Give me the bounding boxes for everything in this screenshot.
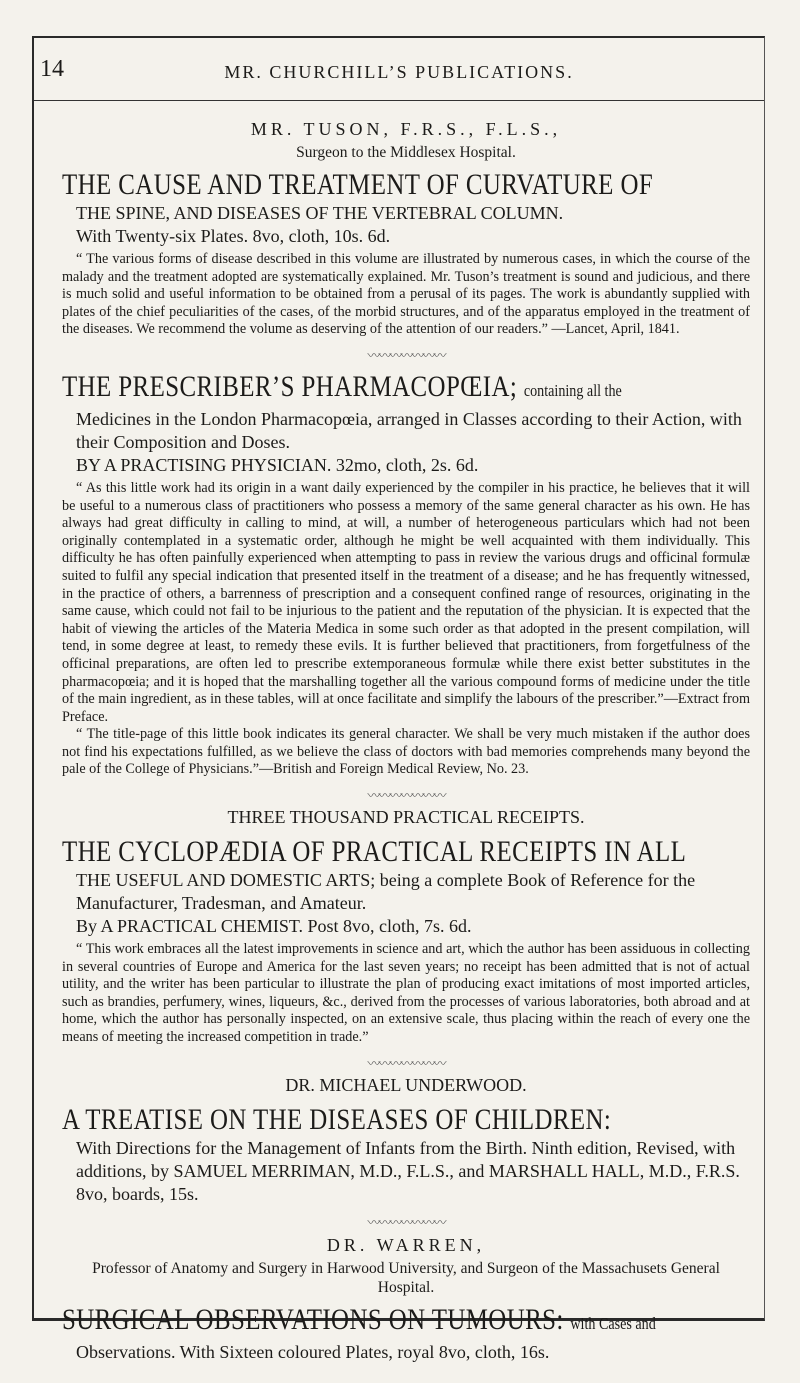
entry-title-continuation: containing all the xyxy=(523,380,622,400)
ornamental-divider: 〰〰〰〰〰〰〰 xyxy=(367,1214,445,1230)
entry-title xyxy=(62,370,633,408)
review-paragraph: “ The various forms of disease described in this volume are illustrated by numerous cases, in which the course of the malady and the treatment adopted are systematically explained. Mr. Tuson’s treatment is sound and judicious, and there is much solid and useful information to be obtained from a perusal of its pages. The work is abundantly supplied with plates of the chief peculiarities of the cases, of the morbid structures, and of the apparatus employed in the treatment of the diseases. We recommend the volume as deserving of the attention of our readers.” —Lancet, April, 1841. xyxy=(62,251,750,338)
entry-tuson xyxy=(62,119,750,339)
page-frame xyxy=(32,36,765,1362)
entry-affiliation: Surgeon to the Middlesex Hospital. xyxy=(296,144,516,161)
entry-subtitle: Medicines in the London Pharmacopœia, arranged in Classes according to their Action, with their Composition and Doses. xyxy=(76,408,742,452)
entry-affiliation: Professor of Anatomy and Surgery in Harwood University, and Surgeon of the Massachusets General Hospital. xyxy=(92,1259,720,1296)
entry-title: A TREATISE ON THE DISEASES OF CHILDREN: xyxy=(62,1102,612,1136)
entry-review xyxy=(62,480,750,779)
entry-title-main: THE PRESCRIBER’S PHARMACOPŒIA; xyxy=(62,369,518,403)
ornamental-divider: 〰〰〰〰〰〰〰 xyxy=(367,347,445,363)
entry-title: THE CYCLOPÆDIA OF PRACTICAL RECEIPTS IN ALL xyxy=(62,835,687,869)
entry-details: With Twenty-six Plates. 8vo, cloth, 10s. 6d. xyxy=(76,226,391,246)
entry-subtitle: With Directions for the Management of Infants from the Birth. Ninth edition, Revised, with additions, by SAMUEL MERRIMAN, M.D., F.L.S., and MARSHALL HALL, M.D., F.R.S. 8vo, boards, 15s. xyxy=(76,1137,740,1204)
entry-details: By A PRACTICAL CHEMIST. Post 8vo, cloth, 7s. 6d. xyxy=(76,916,472,937)
page-number: 14 xyxy=(40,56,64,82)
entry-title: THE CAUSE AND TREATMENT OF CURVATURE OF xyxy=(62,168,654,201)
entry-subtitle: THE SPINE, AND DISEASES OF THE VERTEBRAL COLUMN. xyxy=(76,203,564,223)
review-paragraph: “ This work embraces all the latest improvements in science and art, which the author has been assiduous in collecting in several countries of Europe and America for the last seven years; no receipt has been admitted that is not of actual utility, and the writer has been particular to illustrate the plan of producing exact imitations of most imported articles, such as brandies, perfumery, wines, liqueurs, &c., derived from the processes of various laboratories, both abroad and at home, which the author has personally inspected, on an extensive scale, thus placing within the reach of every one the means of meeting the increased competition in trade.” xyxy=(62,941,750,1046)
entry-subtitle: Observations. With Sixteen coloured Plates, royal 8vo, cloth, 16s. xyxy=(76,1341,550,1362)
page-header xyxy=(34,38,764,101)
entry-author: MR. TUSON, F.R.S., F.L.S., xyxy=(250,119,562,139)
entry-subtitle: THE USEFUL AND DOMESTIC ARTS; being a complete Book of Reference for the Manufacturer, Tradesman, and Amateur. xyxy=(76,870,696,914)
entry-author: DR. MICHAEL UNDERWOOD. xyxy=(285,1074,527,1095)
entry-heading: THREE THOUSAND PRACTICAL RECEIPTS. xyxy=(227,807,585,828)
review-paragraph: “ The title-page of this little book indicates its general character. We shall be very much mistaken if the author does not find his expectations fulfilled, as we believe the class of doctors with bad memories comprehends many beyond the pale of the College of Physicians.”—British and Foreign Medical Review, No. 23. xyxy=(62,726,750,778)
entry-review xyxy=(62,251,750,339)
entry-review xyxy=(62,941,750,1047)
page-content xyxy=(34,119,764,1364)
entry-title xyxy=(62,1302,656,1341)
ornamental-divider: 〰〰〰〰〰〰〰 xyxy=(367,788,445,804)
entry-prescribers-pharmacopoeia xyxy=(62,370,750,779)
entry-title-continuation: with Cases and xyxy=(570,1313,656,1333)
entry-author: DR. WARREN, xyxy=(326,1234,486,1255)
entry-underwood xyxy=(62,1074,750,1206)
entry-details: BY A PRACTISING PHYSICIAN. 32mo, cloth, 2s. 6d. xyxy=(76,454,479,475)
entry-warren xyxy=(62,1235,750,1364)
entry-title-main: SURGICAL OBSERVATIONS ON TUMOURS: xyxy=(62,1302,564,1336)
running-title: MR. CHURCHILL’S PUBLICATIONS. xyxy=(224,62,574,82)
ornamental-divider: 〰〰〰〰〰〰〰 xyxy=(367,1055,445,1071)
review-paragraph: “ As this little work had its origin in a want daily experienced by the compiler in his practice, he believes that it will be useful to a numerous class of practitioners who possess a memory of the same general character as his own. He has always had great difficulty in calling to mind, at will, a number of heterogeneous particulars which had not been originally contemplated in a systematic order, although he might be well acquainted with them individually. This difficulty he has often painfully experienced when attempting to pass in review the various drugs and officinal formulæ suited to fulfil any special indication that presented itself in the treatment of a disease; and he has frequently witnessed, in the practice of others, a barrenness of prescription and a consequent confined range of resources, originating in the same cause, which could not fail to be injurious to the patient and the reputation of the physician. It is expected that the habit of viewing the articles of the Materia Medica in some such order as that adopted in the present compilation, will tend, in some degree at least, to remedy these evils. It is further believed that practitioners, from forgetfulness of the officinal preparations, are often led to prescribe extemporaneous formulæ while there exist better substitutes in the pharmacopœia; and it is hoped that the marshalling together all the various compound forms of medicine under the title of the main ingredient, as in these tables, will at once facilitate and simplify the labours of the prescriber.”—Extract from Preface. xyxy=(62,479,750,725)
entry-cyclopaedia xyxy=(62,806,750,1047)
